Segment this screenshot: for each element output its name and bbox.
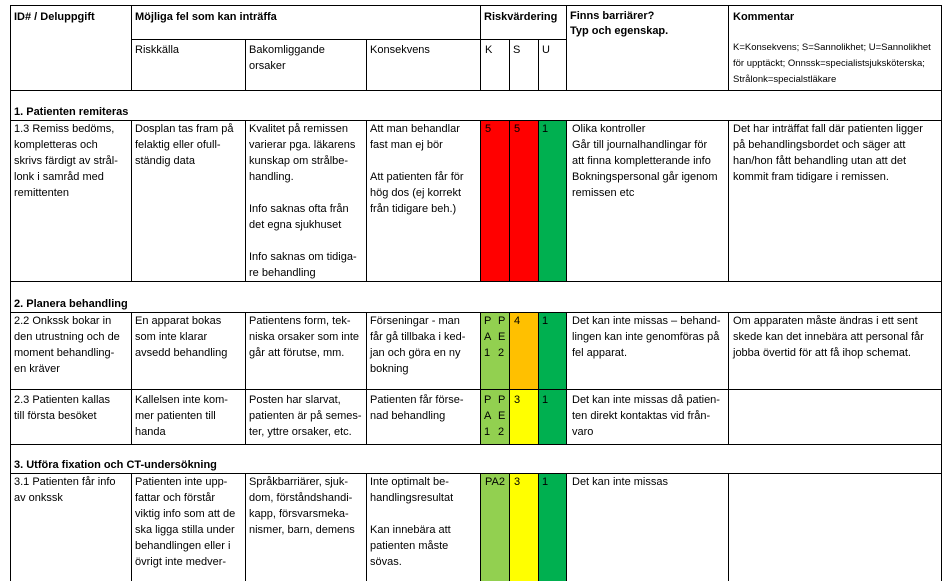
row-causes: Posten har slarvat, patienten är på semes- ter, yttre orsaker, etc. [249,394,362,438]
risk-k1-value: P A 1 [484,394,492,438]
row-barrier: Det kan inte missas [572,476,668,488]
risk-u-value: 1 [542,476,549,488]
row-source: Kallelsen inte kom- mer patienten till handa [135,394,228,438]
subheader-causes: Bakomliggande orsaker [249,44,325,72]
risk-s-cell-row1 [509,121,538,281]
header-risk: Riskvärdering [484,11,558,23]
subheader-u: U [542,44,550,56]
row-id: 2.2 Onkssk bokar in den utrustning och de moment behandling- en kräver [14,315,120,375]
row-id: 2.3 Patienten kallas till första besöket [14,394,111,422]
subheader-source: Riskkälla [135,44,180,56]
risk-k2-value: P E 2 [498,394,506,438]
row-causes: Patientens form, tek- niska orsaker som inte går att förutse, mm. [249,315,360,359]
risk-s-value: 4 [514,315,521,327]
risk-k-cell-row4 [481,474,509,581]
section-title: 3. Utföra fixation och CT-undersökning [14,459,217,471]
header-id: ID# / Deluppgift [14,11,95,23]
subheader-k: K [485,44,493,56]
header-barrier: Finns barriärer? Typ och egenskap. [570,10,669,37]
row-source: En apparat bokas som inte klarar avsedd behandling [135,315,228,359]
section-title: 2. Planera behandling [14,298,128,310]
header-errors: Möjliga fel som kan inträffa [135,11,277,23]
risk-k-value: 5 [485,123,492,135]
subheader-consequence: Konsekvens [370,44,430,56]
row-barrier: Det kan inte missas – behand- lingen kan inte genomföras på fel apparat. [572,315,721,359]
row-source: Dosplan tas fram på felaktig eller ofull- ständig data [135,123,234,167]
risk-u-cell-row4 [538,474,566,581]
risk-s-value: 5 [514,123,521,135]
subheader-s: S [513,44,521,56]
row-comment: Om apparaten måste ändras i ett sent skede kan det innebära att personal får jobba övertid för att få ihop schemat. [733,315,924,359]
row-consequence: Förseningar - man får gå tillbaka i ked- jan och göra en ny bokning [370,315,466,375]
row-causes: Kvalitet på remissen varierar pga. läkarens kunskap om strålbe- handling. Info saknas ofta från det egna sjukhuset Info saknas om tidiga- re behandling [249,123,357,279]
row-id: 1.3 Remiss bedöms, kompletteras och skrivs färdigt av strål- lonk i samråd med remittenten [14,123,118,199]
risk-s-cell-row4 [509,474,538,581]
risk-s-value: 3 [514,394,521,406]
risk-u-value: 1 [542,123,549,135]
risk-k-cell-row1 [481,121,509,281]
risk-u-value: 1 [542,394,549,406]
row-consequence: Patienten får förse- nad behandling [370,394,464,422]
row-causes: Språkbarriärer, sjuk- dom, förståndshandi- kapp, försvarsmeka- nismer, barn, demens [249,476,355,536]
section-title: 1. Patienten remiteras [14,106,129,118]
row-id: 3.1 Patienten får info av onkssk [14,476,116,504]
row-comment: Det har inträffat fall där patienten ligger på behandlingsbordet och säger att han/hon fått behandling utan att det kommit fram tidigare i remissen. [733,123,923,183]
risk-k-value: PA2 [485,476,505,488]
risk-k2-value: P E 2 [498,315,506,359]
row-barrier: Olika kontroller Går till journalhandlingar för att finna kompletterande info Bokningspersonal går igenom remissen etc [572,123,718,199]
risk-s-value: 3 [514,476,521,488]
risk-u-cell-row1 [538,121,566,281]
row-consequence: Inte optimalt be- handlingsresultat Kan innebära att patienten måste sövas. [370,476,454,568]
row-consequence: Att man behandlar fast man ej bör Att patienten får för hög dos (ej korrekt från tidigare beh.) [370,123,464,215]
comment-legend: K=Konsekvens; S=Sannolikhet; U=Sannolikhet för upptäckt; Onnssk=specialistsjuksköterska; Strålonk=specialstläkare [733,42,931,85]
risk-k1-value: P A 1 [484,315,492,359]
row-source: Patienten inte upp- fattar och förstår viktig info som att de ska ligga stilla under behandlingen eller i övrigt inte medver- [135,476,236,568]
header-comment: Kommentar [733,11,795,23]
risk-u-value: 1 [542,315,549,327]
row-barrier: Det kan inte missas då patien- ten direkt kontaktas vid från- varo [572,394,720,438]
